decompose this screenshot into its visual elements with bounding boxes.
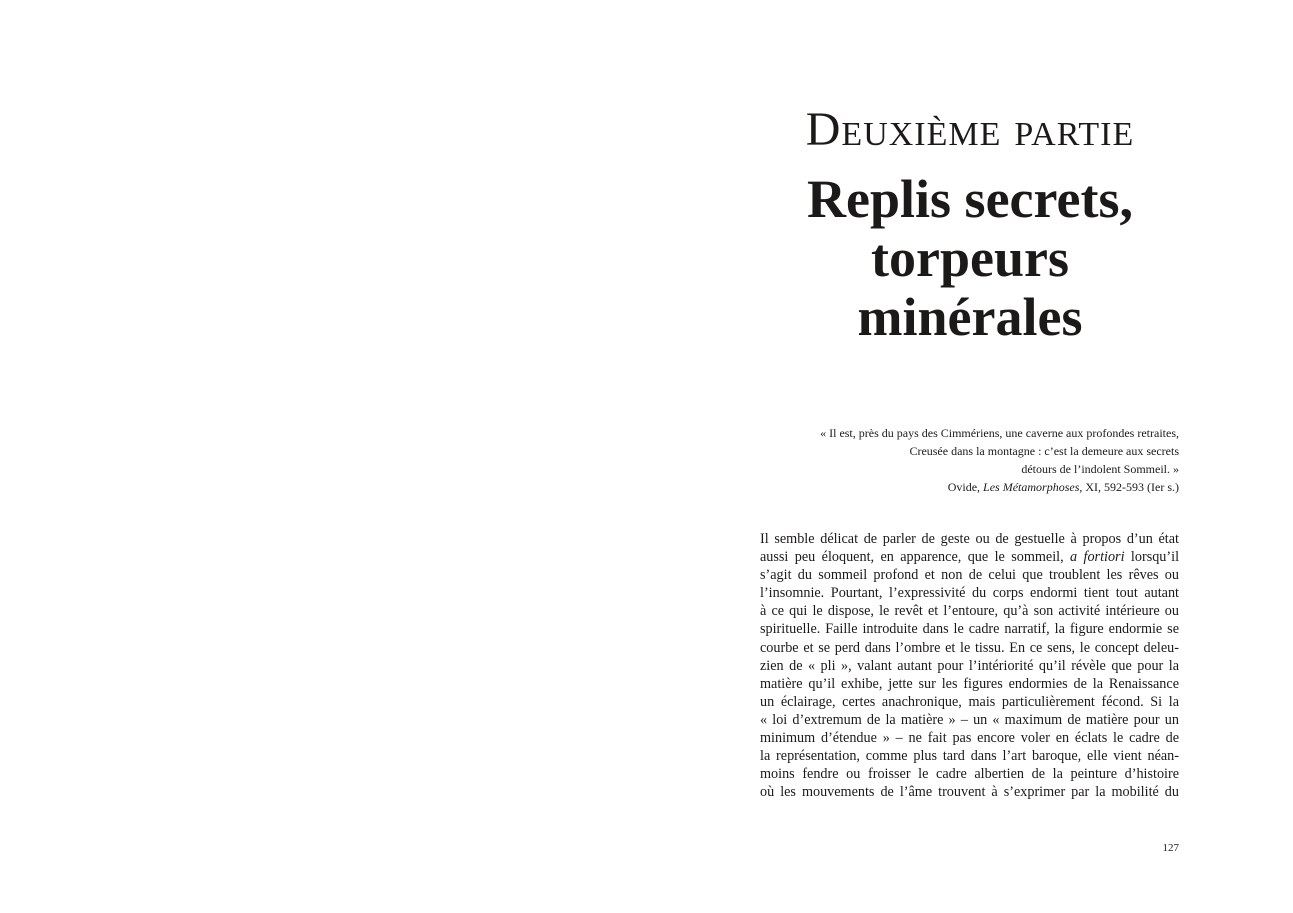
body-line: zien de « pli », valant autant pour l’intériorité qu’il révèle que pour la <box>760 657 1179 674</box>
body-line: où les mouvements de l’âme trouvent à s’exprimer par la mobilité du <box>760 784 1179 801</box>
body-line <box>760 548 1179 566</box>
body-line: « loi d’extremum de la matière » – un « maximum de matière pour un <box>760 711 1179 728</box>
epigraph-source <box>760 478 1179 496</box>
body-line: moins fendre ou froisser le cadre albertien de la peinture d’histoire <box>760 766 1179 783</box>
epigraph-source-work: Les Métamorphoses <box>983 480 1080 494</box>
part-label: Deuxième partie <box>805 103 1135 156</box>
epigraph-source-author: Ovide, <box>947 480 984 494</box>
body-line: matière qu’il exhibe, jette sur les figures endormies de la Renaissance <box>760 675 1179 692</box>
part-title-line-1: Replis secrets, <box>807 169 1133 229</box>
epigraph-line-2: Creusée dans la montagne : c’est la demeure aux secrets <box>909 444 1179 458</box>
left-page-blank <box>0 0 646 913</box>
epigraph <box>760 424 1179 496</box>
body-line-part: lorsqu’il <box>1124 549 1180 566</box>
body-line-italic: a fortiori <box>1070 549 1125 566</box>
body-paragraph <box>760 530 1179 801</box>
page-number: 127 <box>1162 842 1179 854</box>
part-title <box>760 170 1180 347</box>
body-line: s’agit du sommeil profond et non de celui que troublent les rêves ou <box>760 567 1179 584</box>
body-line: spirituelle. Faille introduite dans le cadre narratif, la figure endormie se <box>760 621 1179 638</box>
part-title-line-2: torpeurs <box>871 228 1069 288</box>
part-title-line-3: minérales <box>857 287 1083 347</box>
body-line: la représentation, comme plus tard dans l’art baroque, elle vient néan- <box>760 748 1179 765</box>
body-line-part: aussi peu éloquent, en apparence, que le sommeil, <box>760 549 1071 566</box>
epigraph-source-ref: , XI, 592-593 (Ier s.) <box>1079 480 1179 494</box>
body-line: minimum d’étendue » – ne fait pas encore voler en éclats le cadre de <box>760 730 1179 747</box>
epigraph-line-1: « Il est, près du pays des Cimmériens, une caverne aux profondes retraites, <box>820 426 1179 440</box>
body-line: un éclairage, certes anachronique, mais particulièrement fécond. Si la <box>760 693 1179 710</box>
body-line: l’insomnie. Pourtant, l’expressivité du corps endormi tient tout autant <box>760 585 1179 602</box>
body-line: courbe et se perd dans l’ombre et le tissu. En ce sens, le concept deleu- <box>760 639 1179 656</box>
epigraph-line-3: détours de l’indolent Sommeil. » <box>1021 462 1179 476</box>
body-line: Il semble délicat de parler de geste ou de gestuelle à propos d’un état <box>760 531 1179 547</box>
body-line: à ce qui le dispose, le revêt et l’entoure, qu’à son activité intérieure ou <box>760 603 1179 620</box>
